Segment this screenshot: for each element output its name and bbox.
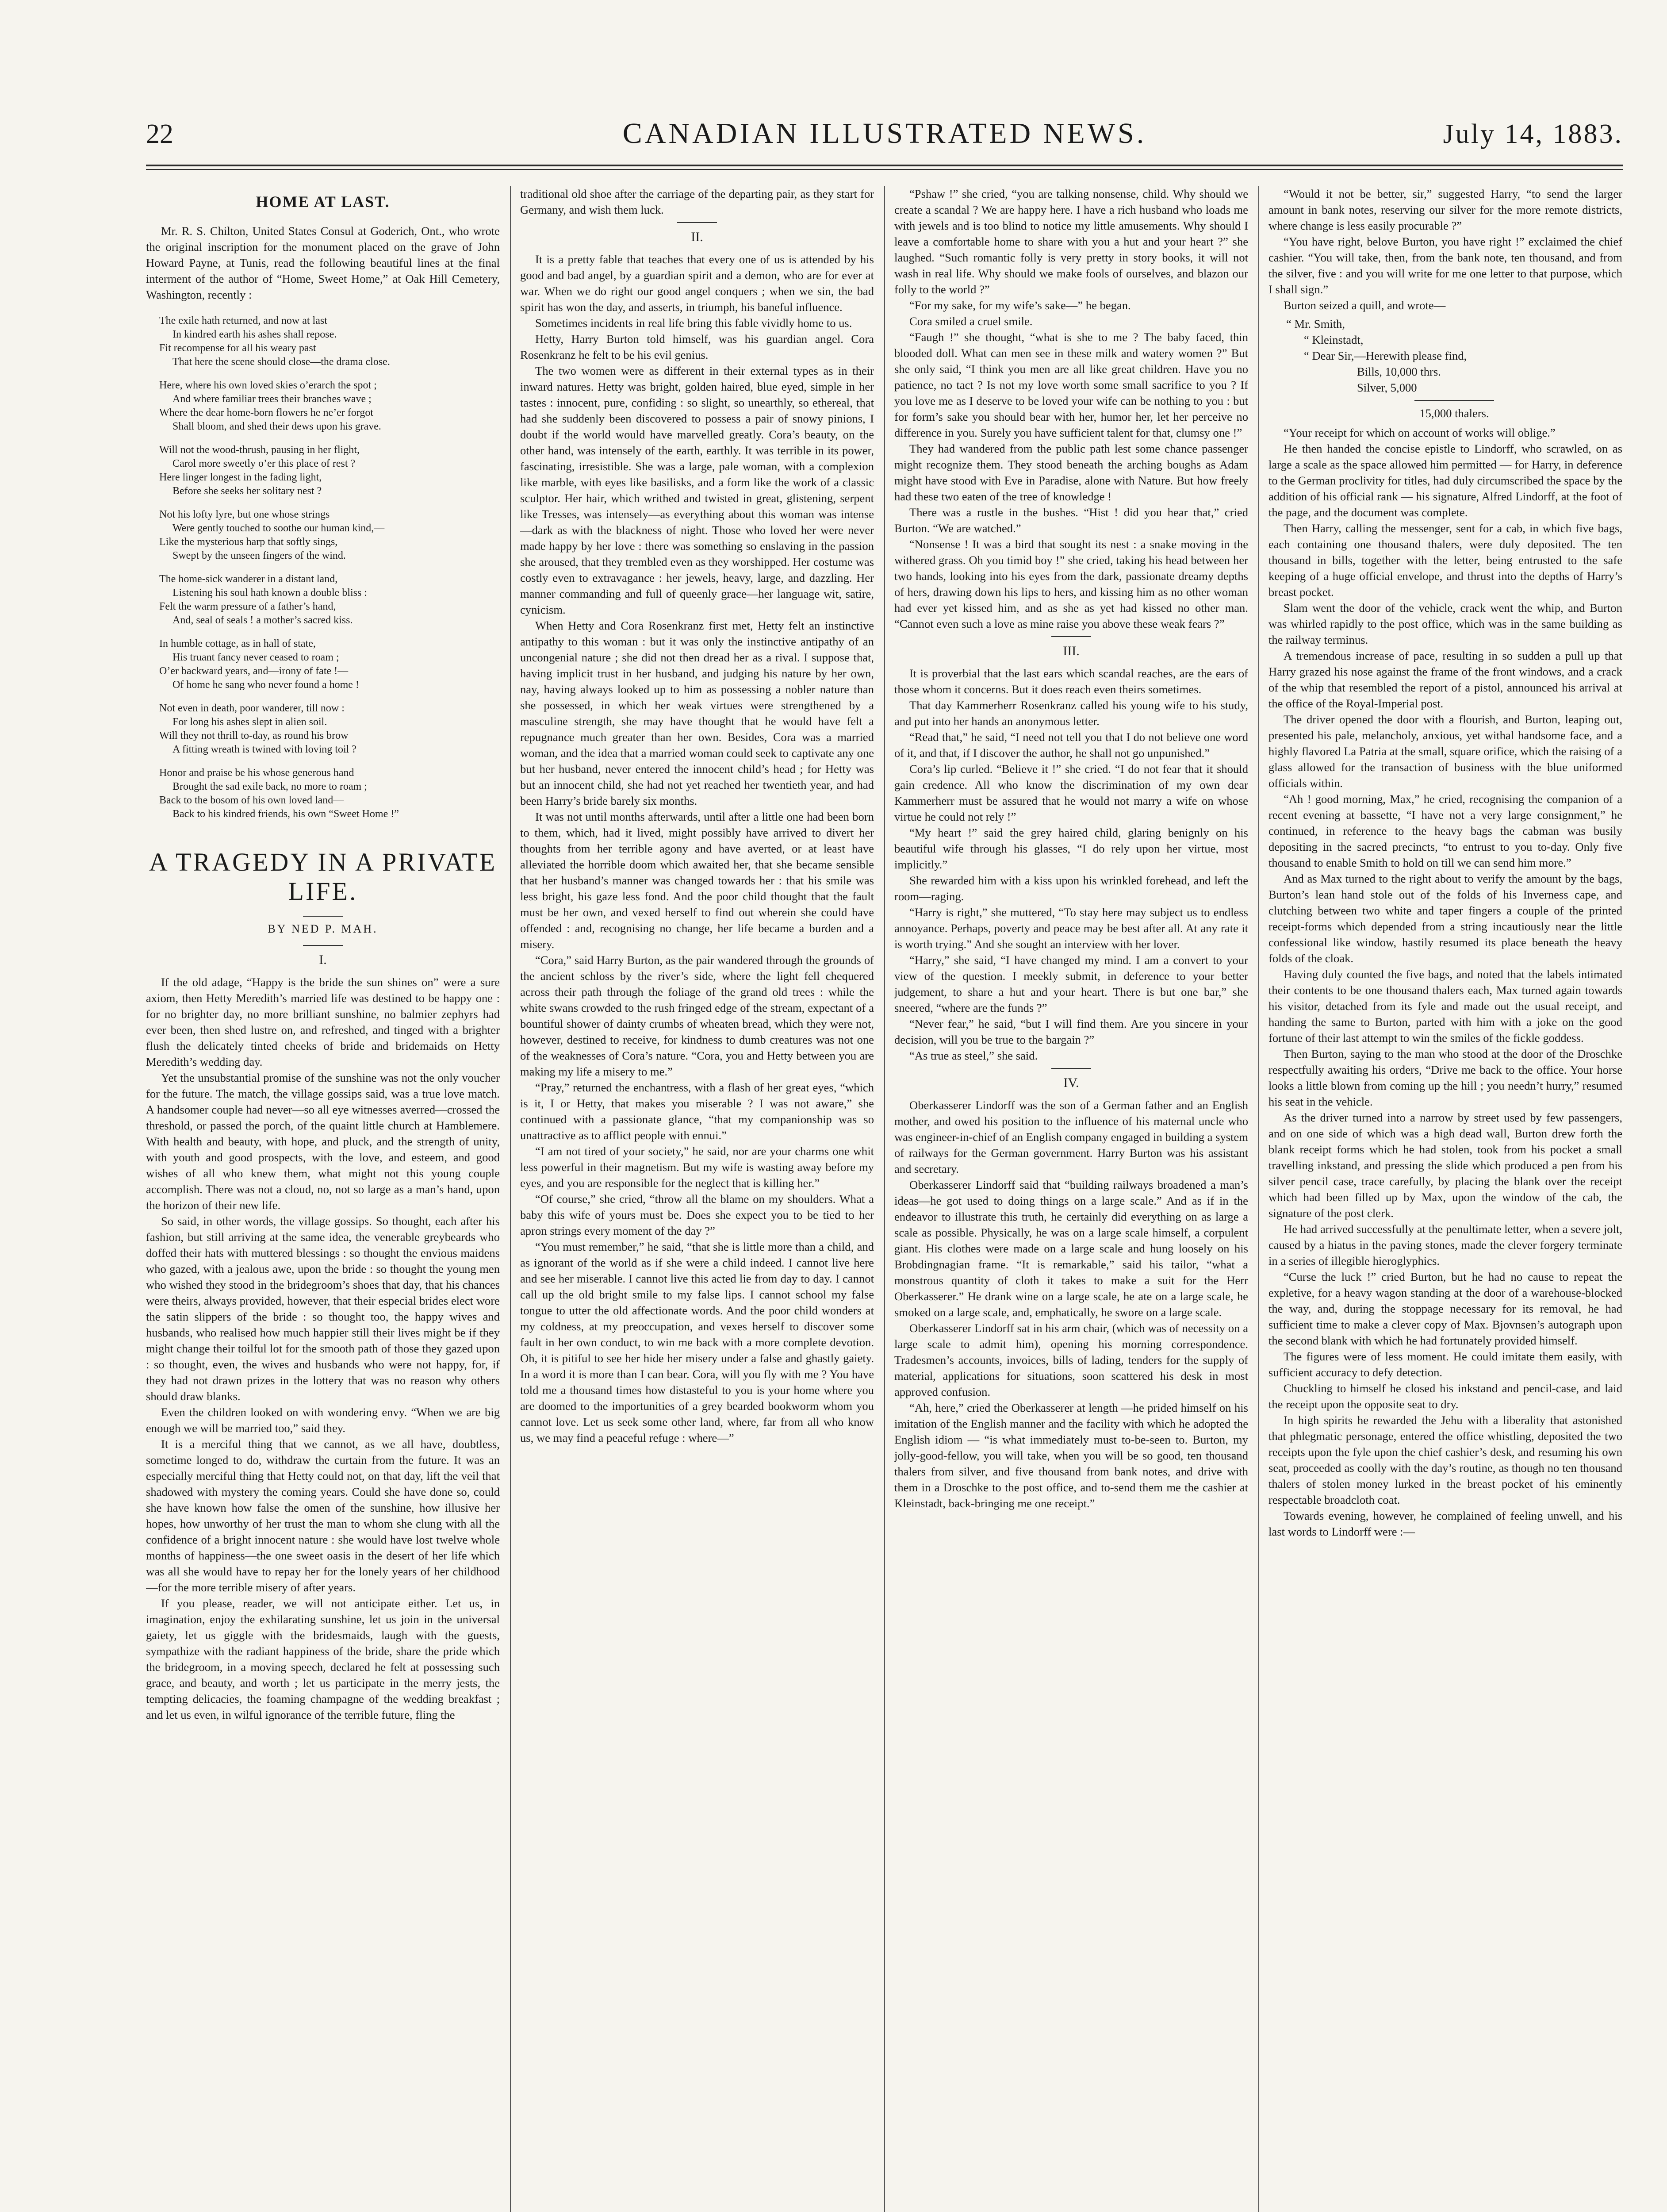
column-divider [510,186,511,2212]
poem-line: The home-sick wanderer in a distant land, [159,573,338,585]
poem-line: Will not the wood-thrush, pausing in her flight, [159,444,360,456]
home-at-last-heading: HOME AT LAST. [256,193,390,211]
story-text [520,186,874,1446]
story-paragraph: “My heart !” said the grey haired child, glaring benignly on his beautiful wife through his glasses, “I do rely upon her virtue, most implicitly.” [894,826,1248,871]
poem-line: Were gently touched to soothe our human kind,— [172,522,385,534]
poem-line: Listening his soul hath known a double bliss : [172,587,367,599]
story-paragraph: Burton seized a quill, and wrote— [1284,299,1446,312]
poem-stanza [159,766,500,821]
story-paragraph: When Hetty and Cora Rosenkranz first met, Hetty felt an instinctive antipathy to this woman : but it was only the instinctive antipathy of an uncongenial nature ; she did not then dread her as a rival. I suppose that, having implicit trust in her husband, and judging his nature by her own, nay, having always looked up to him as possessing a nobler nature than she possessed, in which her weak virtues were strengthened by a masculine strength, she may have thought that he would have felt a repugnance much greater than her own. Besides, Cora was a married woman, and the idea that a married woman could seek to captivate any one but her husband, never entered the innocent child’s head ; for Hetty was but an innocent child, she had not yet reached her twentieth year, and had been Harry’s bride barely six months. [520,619,874,807]
story-paragraph: Towards evening, however, he complained of feeling unwell, and his last words to Lindorff were :— [1268,1509,1622,1538]
story-paragraph: It is proverbial that the last ears which scandal reaches, are the ears of those whom it concerns. But it does reach even theirs sometimes. [894,667,1248,696]
poem-stanza [159,379,500,434]
story-paragraph: “Harry is right,” she muttered, “To stay here may subject us to endless annoyance. Perhaps, poverty and peace may be best after all. At any rate it is worth trying.” And she sought an interview with her lover. [894,906,1248,951]
chapter-heading: IV. [1063,1075,1079,1090]
story-paragraph: If you please, reader, we will not anticipate either. Let us, in imagination, enjoy the exhilarating sunshine, let us join in the universal gaiety, let us giggle with the bridesmaids, laugh with the guests, sympathize with the radiant happiness of the bride, share the pride which the bridegroom, in a moving speech, declared he felt at possessing such grace, and beauty, and worth ; let us participate in the merry jests, the tempting delicacies, the foaming champagne of the wedding breakfast ; and let us even, in wilful ignorance of the terrible future, fling the [146,1597,500,1721]
poem-line: The exile hath returned, and now at last [159,315,327,326]
story-paragraph: Cora’s lip curled. “Believe it !” she cried. “I do not fear that it should gain credence. All who know the discrimination of my own dear Kammerherr must be assured that he would not marry a wife on whose virtue he could not rely !” [894,762,1248,823]
poem-line: In humble cottage, as in hall of state, [159,638,316,649]
letter [1286,316,1622,421]
story-paragraph: As the driver turned into a narrow by street used by few passengers, and on one side of which was a high dead wall, Burton drew forth the blank receipt forms which he had stolen, took from his pocket a small travelling inkstand, and pressing the slide which produced a pen from his silver pencil case, trace carefully, by placing the blank over the receipt which had been filled up by Max, upon the window of the cab, the signature of the post clerk. [1268,1111,1622,1220]
story-paragraph: Chuckling to himself he closed his inkstand and pencil-case, and laid the receipt upon the opposite seat to dry. [1268,1382,1622,1411]
poem [159,314,500,821]
section-rule [1051,1068,1091,1069]
poem-line: Back to the bosom of his own loved land— [159,795,344,806]
story-paragraph: Sometimes incidents in real life bring this fable vividly home to us. [535,316,852,330]
story-paragraph: A tremendous increase of pace, resulting in so sudden a pull up that Harry grazed his nose against the frame of the front windows, and a crack of the whip that resembled the report of a pistol, announced his arrival at the office of the Royal-Imperial post. [1268,649,1622,710]
story-paragraph: “Your receipt for which on account of works will oblige.” [1284,426,1556,439]
poem-line: Swept by the unseen fingers of the wind. [172,550,346,561]
poem-line: Here linger longest in the fading light, [159,472,322,483]
story-text [1268,425,1622,1540]
poem-line: Not his lofty lyre, but one whose strings [159,509,330,520]
story-paragraph: He then handed the concise epistle to Lindorff, who scrawled, on as large a scale as the space allowed him permitted — for Harry, in deference to the German proclivity for titles, had duly circumscribed the space by the addition of his official rank — his signature, Alfred Lindorff, at the foot of the page, and the document was complete. [1268,442,1622,519]
poem-line: A fitting wreath is twined with loving toil ? [172,744,356,755]
story-paragraph: “Harry,” she said, “I have changed my mind. I am a convert to your view of the question. I meekly submit, in deference to your better judgement, to share a hut and your heart. There is but one bar,” she sneered, “where are the funds ?” [894,953,1248,1014]
story-paragraph: “Pshaw !” she cried, “you are talking nonsense, child. Why should we create a scandal ? We are happy here. I have a rich husband who loads me with jewels and is too blind to notice my little amusements. Why should I leave a comfortable home to share with you a hut and your heart ?” she laughed. “Such romantic folly is very pretty in story books, it will not wash in real life. Why should we make fools of ourselves, and blazon our folly to the world ?” [894,187,1248,296]
story-paragraph: Oberkasserer Lindorff was the son of a German father and an English mother, and owed his position to the influence of his maternal uncle who was engineer-in-chief of an English company engaged in building a system of railways for the German government. Harry Burton was his assistant and secretary. [894,1098,1248,1175]
poem-line: Carol more sweetly o’er this place of rest ? [172,458,356,469]
story-paragraph: “Of course,” she cried, “throw all the blame on my shoulders. What a baby this wife of yours must be. Does she expect you to be tied to her apron strings every moment of the day ?” [520,1192,874,1237]
issue-date: July 14, 1883. [1443,119,1623,149]
story-paragraph: “Faugh !” she thought, “what is she to me ? The baby faced, thin blooded doll. What can men see in these milk and watery women ?” But she only said, “I think you men are all like great children. Have you no patience, no tact ? Is not my love worth some small sacrifice to you ? If you love me as I deserve to be loved your wife can be nothing to you : but for form’s sake you should bear with her, humor her, let her perceive no difference in you. Surely you have sufficient talent for that, clumsy one !” [894,330,1248,439]
column-4 [1268,186,1622,2212]
story-paragraph: If the old adage, “Happy is the bride the sun shines on” were a sure axiom, then Hetty Meredith’s married life was destined to be happy one : for no brighter day, no more brilliant sunshine, no balmier zephyrs had ever been, then shed lustre on, and refreshed, and tinged with a brighter flush the delicately tinted cheeks of bride and bridemaids on Hetty Meredith’s wedding day. [146,975,500,1068]
story-text [894,186,1248,632]
poem-line: Felt the warm pressure of a father’s hand, [159,601,336,612]
story-paragraph: “Would it not be better, sir,” suggested Harry, “to send the larger amount in bank notes, reserving our silver for the more remote districts, where change is less easily procurable ?” [1268,187,1622,232]
story-paragraph: Yet the unsubstantial promise of the sunshine was not the only voucher for the future. The match, the village gossips said, was a true love match. A handsomer couple had never—so all eye witnesses averred—crossed the threshold, or passed the porch, of the quaint little church at Hamblemere. With health and beauty, with hope, and pluck, and the strength of unity, with youth and good prospects, with the love, and esteem, and good wishes of all who knew them, what might not this young couple accomplish. There was not a cloud, no, not so large as a man’s hand, upon the horizon of their new life. [146,1071,500,1212]
column-2 [520,186,874,2212]
letter-bills: Bills, 10,000 thrs. [1357,365,1441,378]
story-text [894,1097,1248,1511]
poem-line: In kindred earth his ashes shall repose. [172,329,337,340]
poem-line: Honor and praise be his whose generous hand [159,767,354,779]
story-paragraph: It is a pretty fable that teaches that every one of us is attended by his good and bad angel, by a guardian spirit and a demon, who are for ever at war. When we do right our good angel conquers ; when we sin, the bad spirit has won the day, and asserts, in triumph, his baneful influence. [520,253,874,314]
story-paragraph: There was a rustle in the bushes. “Hist ! did you hear that,” cried Burton. “We are watched.” [894,506,1248,535]
story-text [894,665,1248,1064]
masthead [146,111,1623,159]
poem-stanza [159,637,500,692]
letter-salutation: “ Dear Sir,—Herewith please find, [1304,349,1467,362]
publication-title: CANADIAN ILLUSTRATED NEWS. [622,117,1147,150]
chapter-heading: II. [691,230,703,244]
story-paragraph: And as Max turned to the right about to verify the amount by the bags, Burton’s lean hand stole out of the folds of his Inverness cape, and clutching between two white and taper fingers a couple of the printed receipt-forms which depended from a string incautiously near the little confessional like window, hastily resumed its place beneath the heavy folds of the cloak. [1268,872,1622,965]
story-paragraph: “I am not tired of your society,” he said, nor are your charms one whit less powerful in their magnetism. But my wife is wasting away before my eyes, and you are responsible for the neglect that is killing her.” [520,1144,874,1190]
story-paragraph: He had arrived successfully at the penultimate letter, when a severe jolt, caused by a hiatus in the paving stones, made the clever forgery terminate in a series of illegible hieroglyphics. [1268,1222,1622,1267]
story-paragraph: Oberkasserer Lindorff said that “building railways broadened a man’s ideas—he got used to doing things on a large scale.” And as if in the endeavor to illustrate this truth, he certainly did everything on as large a scale as possible. Physically, he was on a large scale himself, a corpulent giant. His clothes were made on a large scale and hung loosely on his Brobdingnagian frame. “It is remarkable,” said his tailor, “what a monstrous quantity of cloth it takes to make a suit for the Herr Oberkasserer.” He drank wine on a large scale, he ate on a large scale, he smoked on a large scale, and, emphatically, he swore on a large scale. [894,1178,1248,1319]
story-paragraph: “Nonsense ! It was a bird that sought its nest : a snake moving in the withered grass. Oh you timid boy !” she cried, taking his head between her two hands, looking into his eyes from the dark, passionate dreamy depths of hers, drawing down his lips to hers, and kissing him as no other woman had ever yet kissed him, and as she as yet had kissed no other man. “Cannot even such a love as mine raise you above these weak fears ?” [894,538,1248,630]
story-paragraph: Cora smiled a cruel smile. [909,315,1033,328]
page-number: 22 [146,119,173,149]
story-paragraph: “Read that,” he said, “I need not tell you that I do not believe one word of it, and that, if I discover the author, he shall not go unpunished.” [894,730,1248,760]
poem-stanza [159,572,500,627]
poem-line: Like the mysterious harp that softly sings, [159,536,338,548]
story-paragraph: “Ah ! good morning, Max,” he cried, recognising the companion of a recent evening at bassette, “I have not a very large consignment,” he continued, in reference to the heavy bags the cabman was busily depositing in the sacred precincts, “to entrust to you to-day. Only five thousand to enable Smith to hold on till we can send him more.” [1268,792,1622,869]
poem-line: And, seal of seals ! a mother’s sacred kiss. [172,614,353,626]
story-paragraph: Then Burton, saying to the man who stood at the door of the Droschke respectfully awaiting his orders, “Drive me back to the office. Your horse looks a little blown from coming up the hill ; you needn’t hurry,” resumed his seat in the vehicle. [1268,1047,1622,1108]
story-text [1268,186,1622,313]
poem-line: Of home he sang who never found a home ! [172,679,359,691]
story-paragraph: Oberkasserer Lindorff sat in his arm chair, (which was of necessity on a large scale to admit him), opening his morning correspondence. Tradesmen’s accounts, invoices, bills of lading, tenders for the supply of material, applications for situations, soon scattered his desk in most approved confusion. [894,1321,1248,1398]
story-paragraph: “Ah, here,” cried the Oberkasserer at length —he prided himself on his imitation of the English manner and the facility with which he adopted the English idiom — “is what immediately must to-be-seen to. Burton, my jolly-good-fellow, you will take, when you will be so good, ten thousand thalers from silver, and five thousand from bank notes, and drive with them in a Droschke to the post office, and to-send them me the cashier at Kleinstadt, back-bringing me one receipt.” [894,1401,1248,1510]
story-paragraph: The figures were of less moment. He could imitate them easily, with sufficient accuracy to defy detection. [1268,1350,1622,1379]
header-rule-thin [146,169,1623,170]
poem-line: His truant fancy never ceased to roam ; [172,652,339,663]
story-paragraph: traditional old shoe after the carriage of the departing pair, as they start for Germany, and wish them luck. [520,187,874,216]
poem-stanza [159,314,500,369]
story-paragraph: It was not until months afterwards, until after a little one had been born to them, which, had it lived, might possibly have arrived to divert her thoughts from her terrible agony and have averted, or at least have alleviated the horrible doom which awaited her, that she became sensible that her husband’s manner was changed towards her : that his smile was less bright, his gaze less fond. And the poor child thought that the fault must be her own, and vexed herself to find out wherein she could have offended : and, recognising no change, her life became a burden and a misery. [520,810,874,951]
header-rule [146,165,1623,166]
column-1 [146,186,500,2212]
story-paragraph: “As true as steel,” she said. [909,1049,1038,1062]
story-paragraph: Slam went the door of the vehicle, crack went the whip, and Burton was whirled rapidly to the post office, which was in the same building as the railway terminus. [1268,601,1622,646]
chapter-heading: III. [1063,644,1080,658]
story-paragraph: In high spirits he rewarded the Jehu with a liberality that astonished that phlegmatic personage, entered the office whistling, deposited the two receipts upon the fyle upon the chief cashier’s desk, and resuming his own seat, proceeded as coolly with the day’s routine, as though no ten thousand thalers of stolen money lurked in the breast pocket of his eminently respectable broadcloth coat. [1268,1413,1622,1506]
story-paragraph: So said, in other words, the village gossips. So thought, each after his fashion, but still arriving at the same idea, the venerable greybeards who doffed their hats with muttered blessings : so thought the envious maidens who gazed, with a jealous awe, upon the bride : so thought the young men who wished they stood in the bridegroom’s shoes that day, that his chances were theirs, always provided, however, that their especial brides elect wore the satin slippers of the bride : so thought too, the happy wives and husbands, who realised how much happier still their lives might be if they might change their toilful lot for the smooth path of those they gazed upon : so thought, even, the wives and husbands who were not happy, for, if they had not drawn prizes in the lottery that was no reason why others should draw blanks. [146,1214,500,1403]
letter-total: 15,000 thalers. [1419,407,1489,420]
letter-silver: Silver, 5,000 [1357,381,1417,394]
letter-place: “ Kleinstadt, [1304,333,1364,346]
poem-line: Shall bloom, and shed their dews upon his grave. [172,421,381,432]
poem-line: Will they not thrill to-day, as round his brow [159,730,349,741]
story-paragraph: “You must remember,” he said, “that she is little more than a child, and as ignorant of the world as if she were a child indeed. I cannot live here and see her miserable. I cannot live this acted lie from day to day. I cannot call up the old bright smile to my false lips. I cannot school my false tongue to utter the old affectionate words. And the poor child wonders at my coldness, at my preoccupation, and vexes herself to discover some fault in her own conduct, to win me back with a more complete devotion. Oh, it is pitiful to see her hide her misery under a false and ghastly gaiety. In a word it is more than I can bear. Cora, will you fly with me ? You have told me a thousand times how distasteful to you is your home where you are doomed to the importunities of a grey bearded bookworm whom you cannot love. Let us seek some other land, where, far from all who know us, we may find a peaceful refuge : where—” [520,1240,874,1444]
chapter-heading: I. [319,952,327,967]
story-paragraph: She rewarded him with a kiss upon his wrinkled forehead, and left the room—raging. [894,874,1248,903]
poem-line: Brought the sad exile back, no more to roam ; [172,781,367,792]
column-divider [1258,186,1259,2212]
story-paragraph: The driver opened the door with a flourish, and Burton, leaping out, presented his pale, melancholy, anxious, yet withal handsome face, and a highly flavored La Patria at the small, square orifice, which the raising of a glass allowed for the transaction of business with the blue uniformed officials within. [1268,713,1622,790]
poem-line: And where familiar trees their branches wave ; [172,393,372,405]
poem-line: That here the scene should close—the drama close. [172,356,390,368]
newspaper-page [146,111,1623,2212]
story-paragraph: It is a merciful thing that we cannot, as we all have, doubtless, sometime longed to do, withdraw the curtain from the future. It was an especially merciful thing that Hetty could not, on that day, lift the veil that shadowed with mystery the coming years. Could she have done so, could she have known how false the omen of the sunshine, how illusive her hopes, how unworthy of her trust the man to whom she clung with all the confidence of a bright innocent nature : she would have lost twelve whole months of happiness—the one sweet oasis in the desert of her life which was all she would have to repay her for the lonely years of her childhood—for the more terrible misery of after years. [146,1437,500,1594]
story-paragraph: “Pray,” returned the enchantress, with a flash of her great eyes, “which is it, I or Hetty, that makes you miserable ? I was not aware,” she continued with a passionate glance, “that my companionship was so unattractive as to afflict people with ennui.” [520,1081,874,1142]
story-paragraph: Even the children looked on with wondering envy. “When we are big enough we will be married too,” said they. [146,1406,500,1435]
section-rule [677,222,717,223]
story-paragraph: “For my sake, for my wife’s sake—” he began. [909,299,1131,312]
poem-line: O’er backward years, and—irony of fate !— [159,665,349,677]
column-divider [884,186,885,2212]
poem-stanza [159,508,500,563]
story-text [146,974,500,1723]
story-paragraph: “Cora,” said Harry Burton, as the pair wandered through the grounds of the ancient schloss by the river’s side, where the light fell chequered across their path through the foliage of the grand old trees : while the white swans crowded to the rush fringed edge of the stream, expectant of a bountiful shower of dainty crumbs of wheaten bread, which they were not, however, destined to receive, for kindness to dumb creatures was not one of the weaknesses of Cora’s nature. “Cora, you and Hetty between you are making my life a misery to me.” [520,953,874,1078]
column-3 [894,186,1248,2212]
sum-rule [1414,400,1494,401]
poem-line: For long his ashes slept in alien soil. [172,716,327,728]
story-paragraph: Having duly counted the five bags, and noted that the labels intimated their contents to be one thousand thalers each, Max turned again towards his visitor, detached from its fyle and made out the usual receipt, and handing the same to Burton, parted with him with a joke on the good fortune of their last attempt to win the smiles of the fickle goddess. [1268,968,1622,1045]
poem-line: Where the dear home-born flowers he ne’er forgot [159,407,374,419]
poem-line: Not even in death, poor wanderer, till now : [159,703,345,714]
story-paragraph: Then Harry, calling the messenger, sent for a cab, in which five bags, each containing one thousand thalers, were duly deposited. The ten thousand in bills, together with the letter, being entrusted to the safe keeping of a huge official envelope, and thrust into the depths of Harry’s breast pocket. [1268,522,1622,599]
poem-stanza [159,443,500,498]
title-rule [303,916,343,917]
story-paragraph: The two women were as different in their external types as in their inward natures. Hetty was bright, golden haired, blue eyed, simple in her tastes : innocent, pure, confiding : so slight, so unearthly, so ethereal, that had she suddenly been discovered to possess a pair of snowy pinions, I doubt if the world would have marvelled greatly. Cora’s beauty, on the other hand, was intensely of the earth, earthly. It was terrible in its power, fascinating, irresistible. She was a large, pale woman, with a complexion like marble, with eyes like basilisks, and a form like the work of a classic sculptor. Her hair, which writhed and twisted in great, glistening, serpent like Tresses, was intensely—as everything about this woman was intense—dark as with the blackness of night. Those who loved her were never made happy by her love : there was something so enslaving in the passion she aroused, that they trembled even as they worshipped. Her costume was costly even to extravagance : her jewels, heavy, large, and dazzling. Her manner commanding and full of queenly grace—her language wit, satire, cynicism. [520,364,874,616]
story-paragraph: They had wandered from the public path lest some chance passenger might recognize them. They stood beneath the arching boughs as Adam might have stood with Eve in Paradise, alone with Nature. But how freely had these two eaten of the tree of knowledge ! [894,442,1248,503]
byline-rule [303,945,343,946]
poem-line: Here, where his own loved skies o’erarch the spot ; [159,380,377,391]
story-paragraph: “You have right, belove Burton, you have right !” exclaimed the chief cashier. “You will take, then, from the bank note, ten thousand, and from the silver, five : and you will write for me one letter to that purpose, which I shall sign.” [1268,235,1622,296]
poem-line: Before she seeks her solitary nest ? [172,485,322,497]
poem-stanza [159,702,500,757]
poem-line: Back to his kindred friends, his own “Sweet Home !” [172,808,399,820]
letter-to: “ Mr. Smith, [1286,317,1345,330]
story-paragraph: “Never fear,” he said, “but I will find them. Are you sincere in your decision, will you be true to the bargain ?” [894,1017,1248,1046]
story-paragraph: That day Kammerherr Rosenkranz called his young wife to his study, and put into her hands an anonymous letter. [894,699,1248,728]
section-rule [1051,636,1091,637]
poem-line: Fit recompense for all his weary past [159,342,316,354]
home-at-last-intro: Mr. R. S. Chilton, United States Consul at Goderich, Ont., who wrote the original inscription for the monument placed on the grave of John Howard Payne, at Tunis, read the following beautiful lines at the final interment of the author of “Home, Sweet Home,” at Oak Hill Cemetery, Washington, recently : [146,224,500,301]
story-paragraph: Hetty, Harry Burton told himself, was his guardian angel. Cora Rosenkranz he felt to be his evil genius. [520,332,874,361]
story-paragraph: “Curse the luck !” cried Burton, but he had no cause to repeat the expletive, for a heavy wagon standing at the door of a warehouse-blocked the way, and, during the stoppage necessary for its removal, he had sufficient time to make a clever copy of Max. Bjovnsen’s autograph upon the second blank with which he had fortunately provided himself. [1268,1270,1622,1347]
story-title: A TRAGEDY IN A PRIVATE LIFE. [149,848,497,906]
story-byline: BY NED P. MAH. [268,922,378,935]
